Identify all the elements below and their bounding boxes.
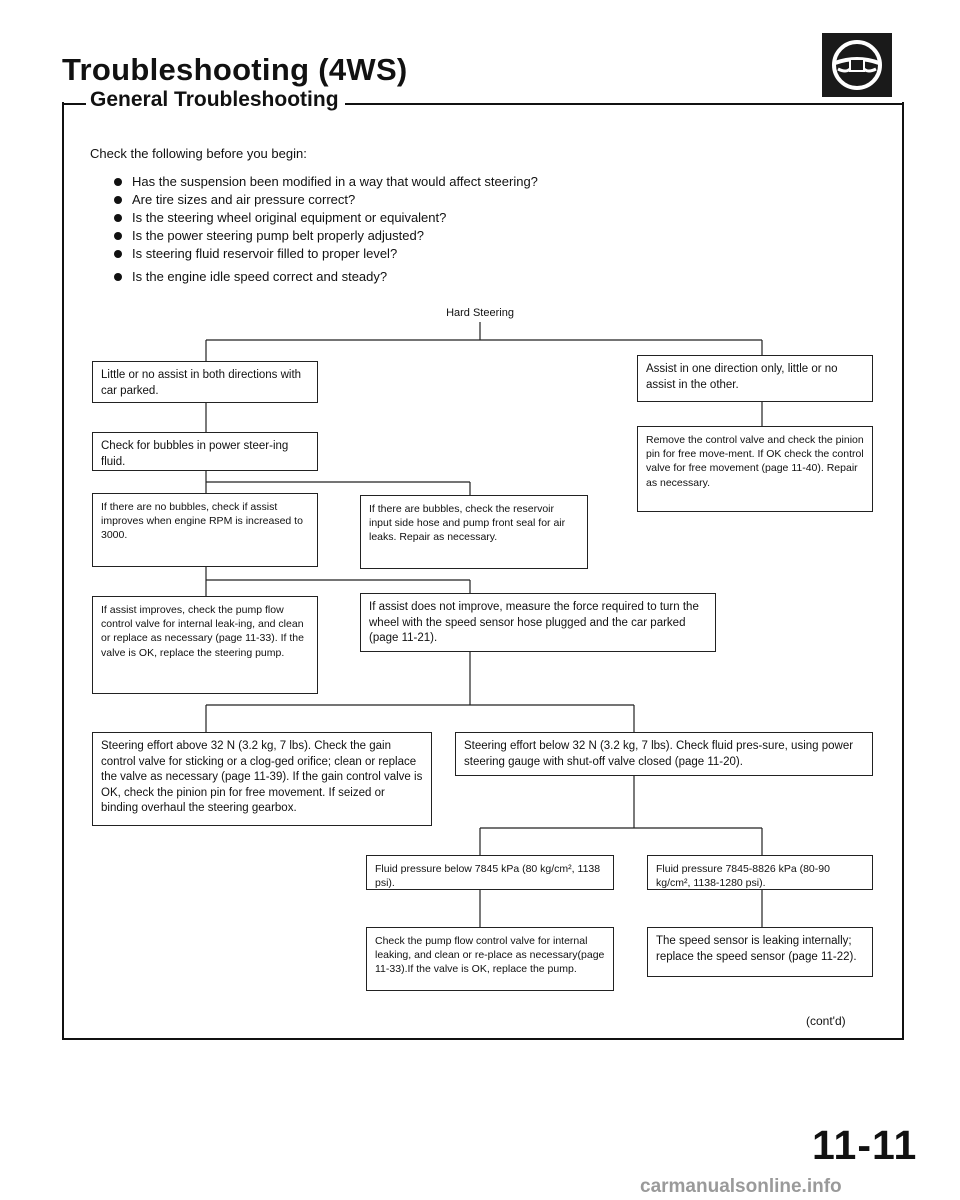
list-item-text: Is the power steering pump belt properly adjusted? <box>132 228 424 243</box>
box-one-direction: Assist in one direction only, little or no assist in the other. <box>637 355 873 402</box>
list-item-text: Has the suspension been modified in a way that would affect steering? <box>132 174 538 189</box>
box-effort-below: Steering effort below 32 N (3.2 kg, 7 lbs). Check fluid pres-sure, using power steering gauge with shut-off valve closed (page 11-20). <box>455 732 873 776</box>
intro-text: Check the following before you begin: <box>90 146 307 161</box>
list-item-text: Is steering fluid reservoir filled to proper level? <box>132 246 398 261</box>
box-bubbles: If there are bubbles, check the reservoir input side hose and pump front seal for air leaks. Repair as necessary. <box>360 495 588 569</box>
box-assist-improves: If assist improves, check the pump flow control valve for internal leak-ing, and clean or replace as necessary (page 11-33). If the valve is OK, replace the steering pump. <box>92 596 318 694</box>
box-no-bubbles: If there are no bubbles, check if assist improves when engine RPM is increased to 3000. <box>92 493 318 567</box>
box-pressure-range: Fluid pressure 7845-8826 kPa (80-90 kg/cm², 1138-1280 psi). <box>647 855 873 890</box>
box-speed-sensor: The speed sensor is leaking internally; replace the speed sensor (page 11-22). <box>647 927 873 977</box>
page-title: Troubleshooting (4WS) <box>62 52 408 87</box>
list-item-text: Is the steering wheel original equipment or equivalent? <box>132 210 447 225</box>
watermark: carmanualsonline.info <box>640 1176 842 1197</box>
box-effort-above: Steering effort above 32 N (3.2 kg, 7 lbs). Check the gain control valve for sticking or a clog-ged orifice; clean or replace the valve as necessary (page 11-39). If the gain control valve is OK, check the pinion pin for free movement. If seized or binding overhaul the steering gearbox. <box>92 732 432 826</box>
page-number: 11-11 <box>812 1122 918 1168</box>
box-remove-valve: Remove the control valve and check the pinion pin for free move-ment. If OK check the control valve for free movement (page 11-40). Repair as necessary. <box>637 426 873 512</box>
list-item-text: Are tire sizes and air pressure correct? <box>132 192 356 207</box>
box-pressure-below: Fluid pressure below 7845 kPa (80 kg/cm², 1138 psi). <box>366 855 614 890</box>
list-item-text: Is the engine idle speed correct and steady? <box>132 269 388 284</box>
flowchart-start-label: Hard Steering <box>446 307 514 319</box>
box-check-bubbles: Check for bubbles in power steer-ing fluid. <box>92 432 318 471</box>
box-check-pump-valve: Check the pump flow control valve for internal leaking, and clean or re-place as necessary(page 11-33).If the valve is OK, replace the pump. <box>366 927 614 991</box>
section-title: General Troubleshooting <box>90 88 345 112</box>
box-little-assist: Little or no assist in both directions with car parked. <box>92 361 318 403</box>
box-assist-not-improve: If assist does not improve, measure the force required to turn the wheel with the speed sensor hose plugged and the car parked (page 11-21). <box>360 593 716 652</box>
continued-label: (cont'd) <box>806 1014 846 1028</box>
